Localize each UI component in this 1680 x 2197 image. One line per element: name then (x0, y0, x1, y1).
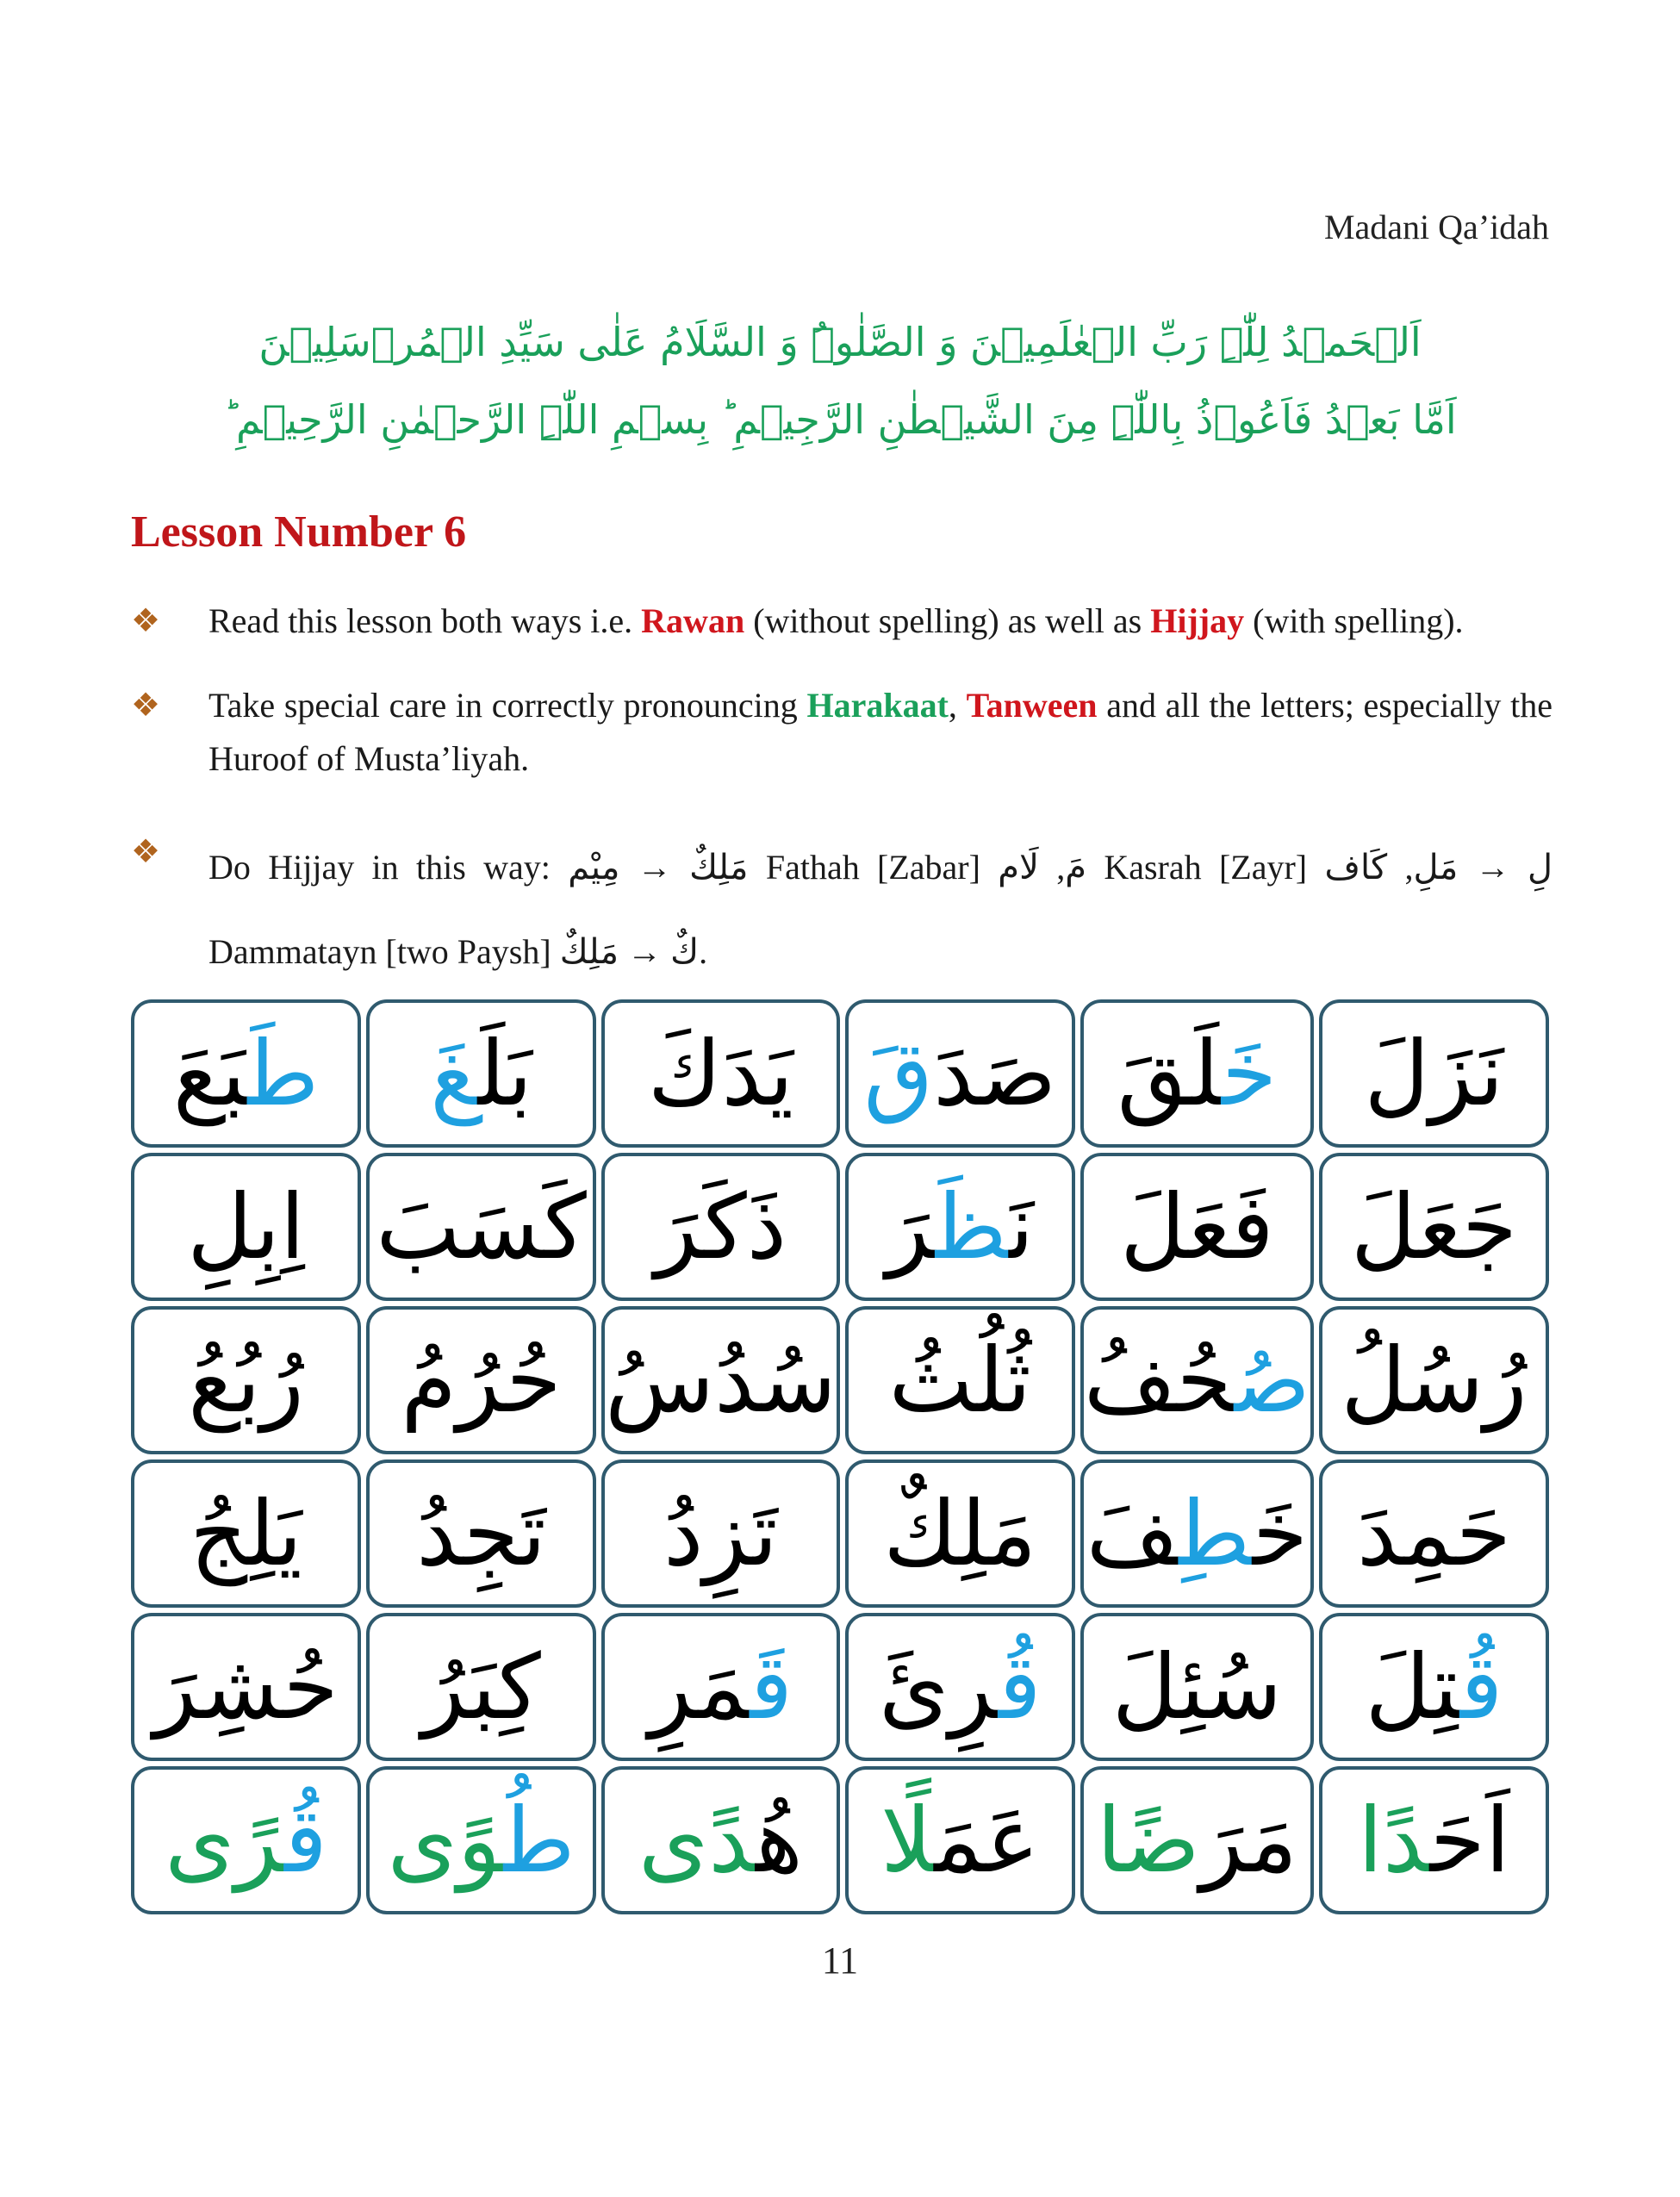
word-card (366, 1153, 596, 1301)
word-card (1319, 1459, 1549, 1608)
diamond-bullet-icon: ❖ (131, 603, 161, 639)
book-title: Madani Qa’idah (1323, 208, 1549, 246)
word-card (1080, 1459, 1314, 1608)
word-card (1319, 999, 1549, 1148)
arabic-word: طَبَعَ (172, 1021, 320, 1126)
arabic-word: صَدَقَ (863, 1021, 1057, 1126)
arabic-word: يَلِجُ (190, 1481, 302, 1586)
arabic-word: تَزِدُ (663, 1481, 778, 1586)
arabic-word: قُرِئَ (879, 1634, 1042, 1740)
arabic-word: حُرُمُ (401, 1328, 562, 1433)
arabic-word: يَدَكَ (647, 1021, 794, 1126)
instruction-text: Take special care in correctly pronouncing Harakaat, Tanween and all the letters; especially the Huroof of Musta’liyah. (208, 686, 1553, 778)
page-number: 11 (821, 1939, 859, 1982)
arabic-word: كَسَبَ (376, 1174, 587, 1279)
arabic-word: كِبَرُ (421, 1634, 541, 1740)
word-card (845, 1306, 1075, 1454)
arabic-word: عَمَلًا (880, 1788, 1040, 1893)
word-card (845, 1613, 1075, 1761)
arabic-word: سُدُسُ (605, 1328, 837, 1433)
opening-invocation-line-1: اَلۡحَمۡدُ لِلّٰہِ رَبِّ الۡعٰلَمِیۡنَ وَ الصَّلٰوۃُ وَ السَّلَامُ عَلٰی سَیِّدِ الۡمُرۡسَلِیۡنَ (258, 319, 1422, 365)
word-card (366, 1613, 596, 1761)
opening-invocation-line-2: اَمَّا بَعۡدُ فَاَعُوۡذُ بِاللّٰہِ مِنَ الشَّیۡطٰنِ الرَّجِیۡمِ ؕ بِسۡمِ اللّٰہِ الرَّحۡمٰنِ الرَّحِیۡمِ ؕ (223, 396, 1457, 443)
arabic-word: فَعَلَ (1120, 1174, 1274, 1279)
arabic-word: قُرًى (165, 1788, 327, 1893)
word-card (1080, 1766, 1314, 1914)
word-card (845, 999, 1075, 1148)
instruction-text: Do Hijjay in this way: مَلِكٌ → مِيْم Fathah [Zabar] مَ, لَام Kasrah [Zayr] لِ → مَلِ, كَاف Dammatayn [two Paysh] كٌ → مَلِكٌ . (208, 848, 1553, 972)
arabic-word: اِبِلِ (187, 1174, 305, 1279)
term-tanween: Tanween (966, 686, 1098, 725)
arabic-word: حُشِرَ (153, 1634, 339, 1740)
arabic-word: رُسُلُ (1341, 1328, 1528, 1433)
arabic-word: قَمَرِ (648, 1634, 793, 1740)
word-card (131, 1613, 361, 1761)
term-hijjay: Hijjay (1150, 601, 1245, 640)
word-card (1080, 1306, 1314, 1454)
word-card (131, 1459, 361, 1608)
word-card (1080, 999, 1314, 1148)
arabic-word: اَحَدًا (1358, 1788, 1510, 1893)
word-card (131, 1306, 361, 1454)
word-card (1080, 1153, 1314, 1301)
arabic-word: مَرَضًا (1096, 1788, 1297, 1893)
word-card (601, 1613, 840, 1761)
arabic-word: حَمِدَ (1356, 1481, 1511, 1586)
word-card (601, 1459, 840, 1608)
arabic-word: مَلِكٌ (883, 1481, 1037, 1586)
arabic-word: قُتِلَ (1365, 1634, 1503, 1740)
diamond-bullet-icon: ❖ (131, 834, 161, 870)
arabic-word: نَظَرَ (886, 1174, 1035, 1279)
arabic-word: رُبُعُ (188, 1328, 304, 1433)
arabic-word: نَزَلَ (1364, 1021, 1504, 1126)
arabic-word: ذَكَرَ (654, 1174, 787, 1279)
word-card (131, 999, 361, 1148)
word-card (366, 1766, 596, 1914)
word-card (1319, 1306, 1549, 1454)
arabic-word: خَلَقَ (1117, 1021, 1278, 1126)
word-card (601, 999, 840, 1148)
word-card (601, 1306, 840, 1454)
word-card (1319, 1613, 1549, 1761)
arabic-word: جَعَلَ (1350, 1174, 1518, 1279)
word-card (601, 1766, 840, 1914)
word-card (845, 1459, 1075, 1608)
arabic-word: تَجِدُ (416, 1481, 546, 1586)
term-rawan: Rawan (641, 601, 745, 640)
term-harakaat: Harakaat (806, 686, 949, 725)
practice-word-grid (131, 999, 1549, 1914)
arabic-word: سُئِلَ (1111, 1634, 1283, 1740)
arabic-word: ثُلُثُ (888, 1328, 1032, 1433)
diamond-bullet-icon: ❖ (131, 688, 161, 724)
instruction-text: Read this lesson both ways i.e. Rawan (without spelling) as well as Hijjay (with spelling). (208, 601, 1464, 640)
word-card (601, 1153, 840, 1301)
word-card (131, 1153, 361, 1301)
word-card (366, 999, 596, 1148)
arabic-word: هُدًى (638, 1788, 803, 1893)
word-card (845, 1153, 1075, 1301)
word-card (131, 1766, 361, 1914)
word-card (1319, 1153, 1549, 1301)
arabic-word: طُوًى (387, 1788, 576, 1893)
word-card (1319, 1766, 1549, 1914)
word-card (366, 1306, 596, 1454)
arabic-word: خَطِفَ (1086, 1481, 1309, 1586)
word-card (845, 1766, 1075, 1914)
word-card (1080, 1613, 1314, 1761)
arabic-word: بَلَغَ (430, 1021, 532, 1126)
word-card (366, 1459, 596, 1608)
lesson-title: Lesson Number 6 (131, 507, 467, 557)
arabic-word: صُحُفُ (1083, 1328, 1310, 1433)
